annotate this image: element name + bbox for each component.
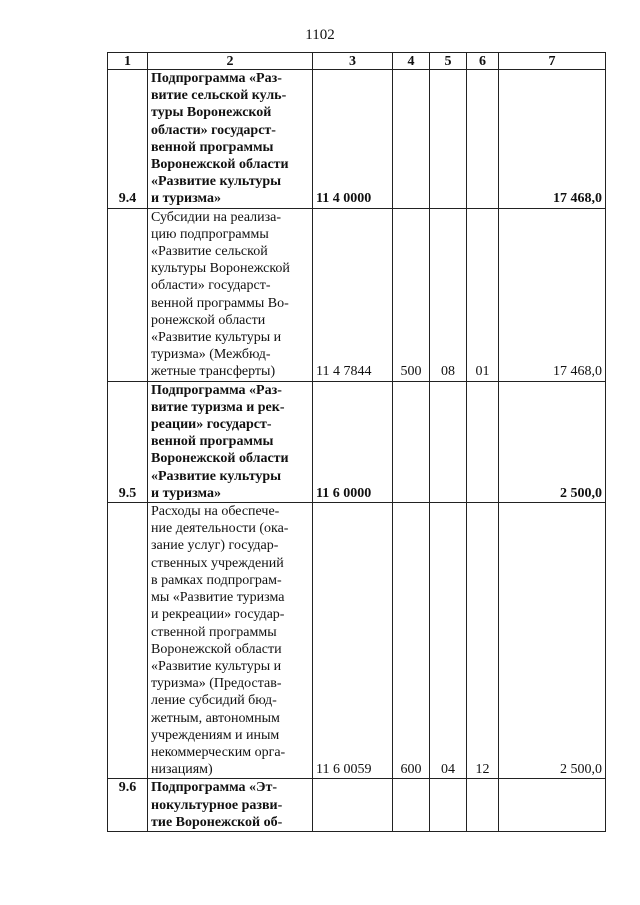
row-subsection: 01 [467,208,499,381]
column-header: 6 [467,53,499,70]
row-target-article: 11 4 7844 [313,208,393,381]
column-header: 2 [148,53,313,70]
row-sum: 2 500,0 [499,381,606,502]
table-row [108,381,606,502]
row-expense-type [393,381,430,502]
column-header: 1 [108,53,148,70]
row-subsection [467,381,499,502]
row-subsection: 12 [467,503,499,779]
row-sum: 17 468,0 [499,70,606,209]
row-expense-type: 600 [393,503,430,779]
row-section [430,70,467,209]
table-row [108,779,606,832]
row-section: 04 [430,503,467,779]
row-name: Подпрограмма «Раз- витие туризма и рек- реации» государст- венной программы Воронежской области «Развитие культуры и туризма» [148,381,313,502]
row-number [108,208,148,381]
row-expense-type [393,70,430,209]
column-header: 4 [393,53,430,70]
row-name: Подпрограмма «Раз- витие сельской куль- туры Воронежской области» государст- венной программы Воронежской области «Развитие культуры и туризма» [148,70,313,209]
column-header: 3 [313,53,393,70]
row-sum: 17 468,0 [499,208,606,381]
row-target-article [313,779,393,832]
row-sum: 2 500,0 [499,503,606,779]
row-target-article: 11 6 0000 [313,381,393,502]
row-target-article: 11 6 0059 [313,503,393,779]
row-section [430,779,467,832]
row-section: 08 [430,208,467,381]
row-expense-type [393,779,430,832]
row-subsection [467,779,499,832]
budget-table [107,52,606,832]
table-row [108,503,606,779]
row-number [108,503,148,779]
table-row [108,208,606,381]
row-number: 9.5 [108,381,148,502]
header-row [108,53,606,70]
row-expense-type: 500 [393,208,430,381]
row-name: Субсидии на реализа- цию подпрограммы «Развитие сельской культуры Воронежской области» государст- венной программы Во- ронежской области «Развитие культуры и туризма» (Межбюд- жетные трансферты) [148,208,313,381]
row-section [430,381,467,502]
table-row [108,70,606,209]
row-subsection [467,70,499,209]
row-number: 9.6 [108,779,148,832]
row-name: Расходы на обеспече- ние деятельности (ока- зание услуг) государ- ственных учреждений в рамках подпрограм- мы «Развитие туризма и рекреации» государ- ственной программы Воронежской области «Развитие культуры и туризма» (Предостав- ление субсидий бюд- жетным, автономным учреждениям и иным некоммерческим орга- низациям) [148,503,313,779]
row-target-article: 11 4 0000 [313,70,393,209]
row-sum [499,779,606,832]
row-name: Подпрограмма «Эт- нокультурное разви- тие Воронежской об- [148,779,313,832]
column-header: 7 [499,53,606,70]
page-number: 1102 [305,27,335,43]
row-number: 9.4 [108,70,148,209]
column-header: 5 [430,53,467,70]
